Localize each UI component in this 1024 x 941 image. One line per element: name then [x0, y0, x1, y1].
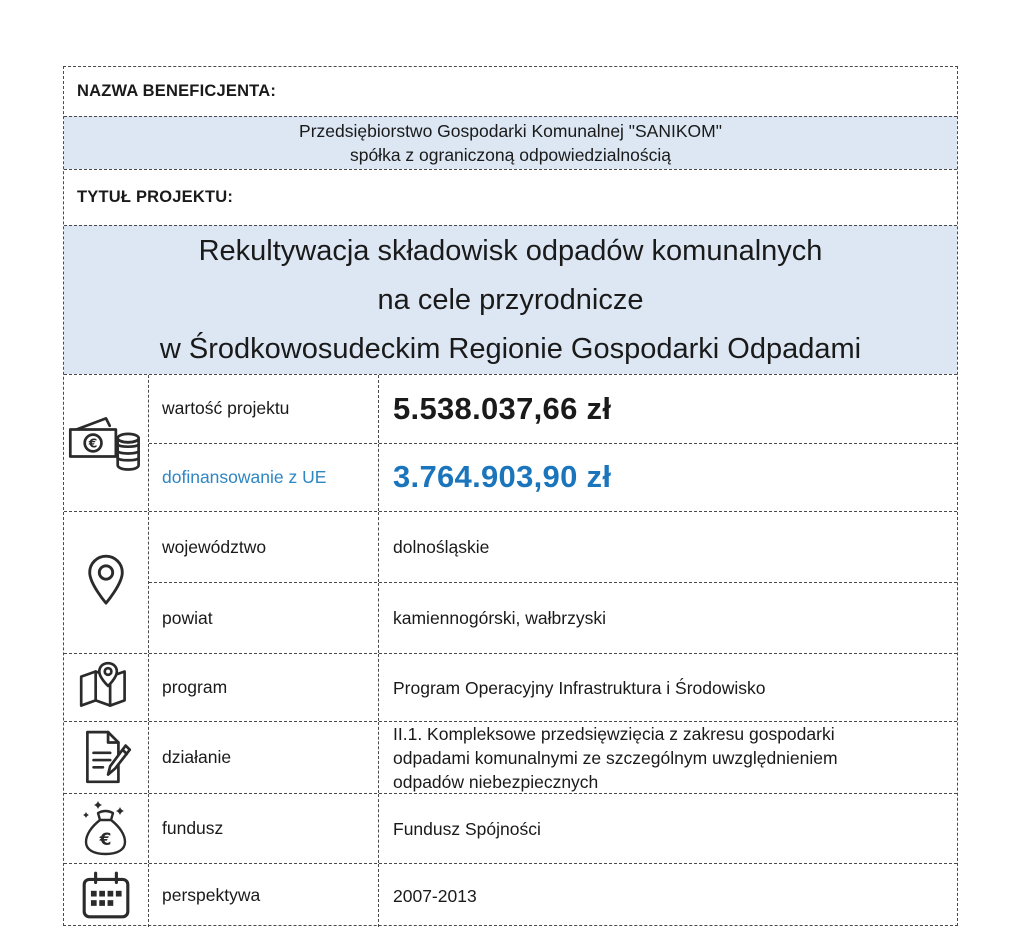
project-title-line3: w Środkowosudeckim Regionie Gospodarki Odpadami	[159, 332, 862, 365]
location-section	[64, 511, 957, 653]
location-icon-cell	[64, 512, 149, 653]
voivodeship-value: dolnośląskie	[393, 537, 490, 557]
svg-text:€: €	[88, 436, 98, 451]
table-row-wojewodztwo	[149, 512, 957, 582]
project-title-header	[64, 169, 957, 225]
value-cell	[379, 722, 957, 793]
value-cell	[379, 794, 957, 863]
label-cell	[149, 794, 379, 863]
row-label: dofinansowanie z UE	[162, 466, 327, 487]
row-label: działanie	[162, 747, 232, 767]
value-cell	[379, 512, 957, 582]
table-row-program	[149, 654, 957, 721]
value-cell	[379, 864, 957, 927]
beneficiary-name-line2: spółka z ograniczoną odpowiedzialnością	[349, 145, 672, 165]
label-cell	[149, 654, 379, 721]
measure-value: II.1. Kompleksowe przedsięwzięcia z zakresu gospodarki odpadami komunalnymi ze szczególnym uwzględnieniem odpadów niebezpiecznych	[393, 723, 838, 792]
value-cell	[379, 583, 957, 653]
project-title-line1: Rekultywacja składowisk odpadów komunalnych	[198, 234, 823, 267]
beneficiary-header	[64, 67, 957, 116]
program-section	[64, 653, 957, 721]
perspektywa-section	[64, 863, 957, 927]
fund-value: Fundusz Spójności	[393, 818, 541, 839]
fundusz-icon-cell	[64, 794, 149, 863]
table-row-powiat	[149, 582, 957, 653]
finance-section	[64, 374, 957, 511]
row-label: program	[162, 677, 228, 697]
beneficiary-header-label: NAZWA BENEFICJENTA:	[77, 82, 277, 100]
project-info-table	[63, 66, 958, 926]
program-value: Program Operacyjny Infrastruktura i Środowisko	[393, 677, 766, 698]
row-label: powiat	[162, 607, 213, 628]
label-cell	[149, 444, 379, 512]
label-cell	[149, 375, 379, 443]
dzialanie-icon-cell	[64, 722, 149, 793]
value-cell	[379, 375, 957, 443]
beneficiary-name-line1: Przedsiębiorstwo Gospodarki Komunalnej "SANIKOM"	[299, 121, 722, 141]
document-pencil-icon	[79, 728, 133, 788]
value-cell	[379, 444, 957, 512]
label-cell	[149, 512, 379, 582]
table-row-fundusz	[149, 794, 957, 863]
label-cell	[149, 583, 379, 653]
money-bag-icon	[78, 799, 134, 859]
project-title-line2: na cele przyrodnicze	[377, 283, 644, 316]
row-label: wartość projektu	[162, 398, 290, 419]
row-label: województwo	[162, 536, 267, 557]
map-icon	[75, 660, 137, 716]
table-row-dofinansowanie	[149, 443, 957, 512]
eu-funding-amount: 3.764.903,90 zł	[393, 459, 612, 495]
row-label: fundusz	[162, 818, 224, 838]
table-row-wartosc-projektu	[149, 375, 957, 443]
county-value: kamiennogórski, wałbrzyski	[393, 608, 606, 628]
table-row-perspektywa	[149, 864, 957, 927]
location-pin-icon	[83, 553, 129, 613]
project-title-header-label: TYTUŁ PROJEKTU:	[77, 188, 234, 206]
row-label: perspektywa	[162, 885, 261, 905]
label-cell	[149, 722, 379, 793]
value-cell	[379, 654, 957, 721]
fundusz-section	[64, 793, 957, 863]
project-value-amount: 5.538.037,66 zł	[393, 390, 612, 426]
finance-icon-cell	[64, 375, 149, 511]
perspective-value: 2007-2013	[393, 885, 477, 906]
table-row-dzialanie	[149, 722, 957, 793]
money-icon	[66, 411, 146, 475]
svg-text:€: €	[99, 829, 112, 850]
calendar-icon	[79, 869, 133, 923]
program-icon-cell	[64, 654, 149, 721]
beneficiary-name	[64, 116, 957, 169]
label-cell	[149, 864, 379, 927]
project-title	[64, 225, 957, 374]
dzialanie-section	[64, 721, 957, 793]
perspektywa-icon-cell	[64, 864, 149, 927]
